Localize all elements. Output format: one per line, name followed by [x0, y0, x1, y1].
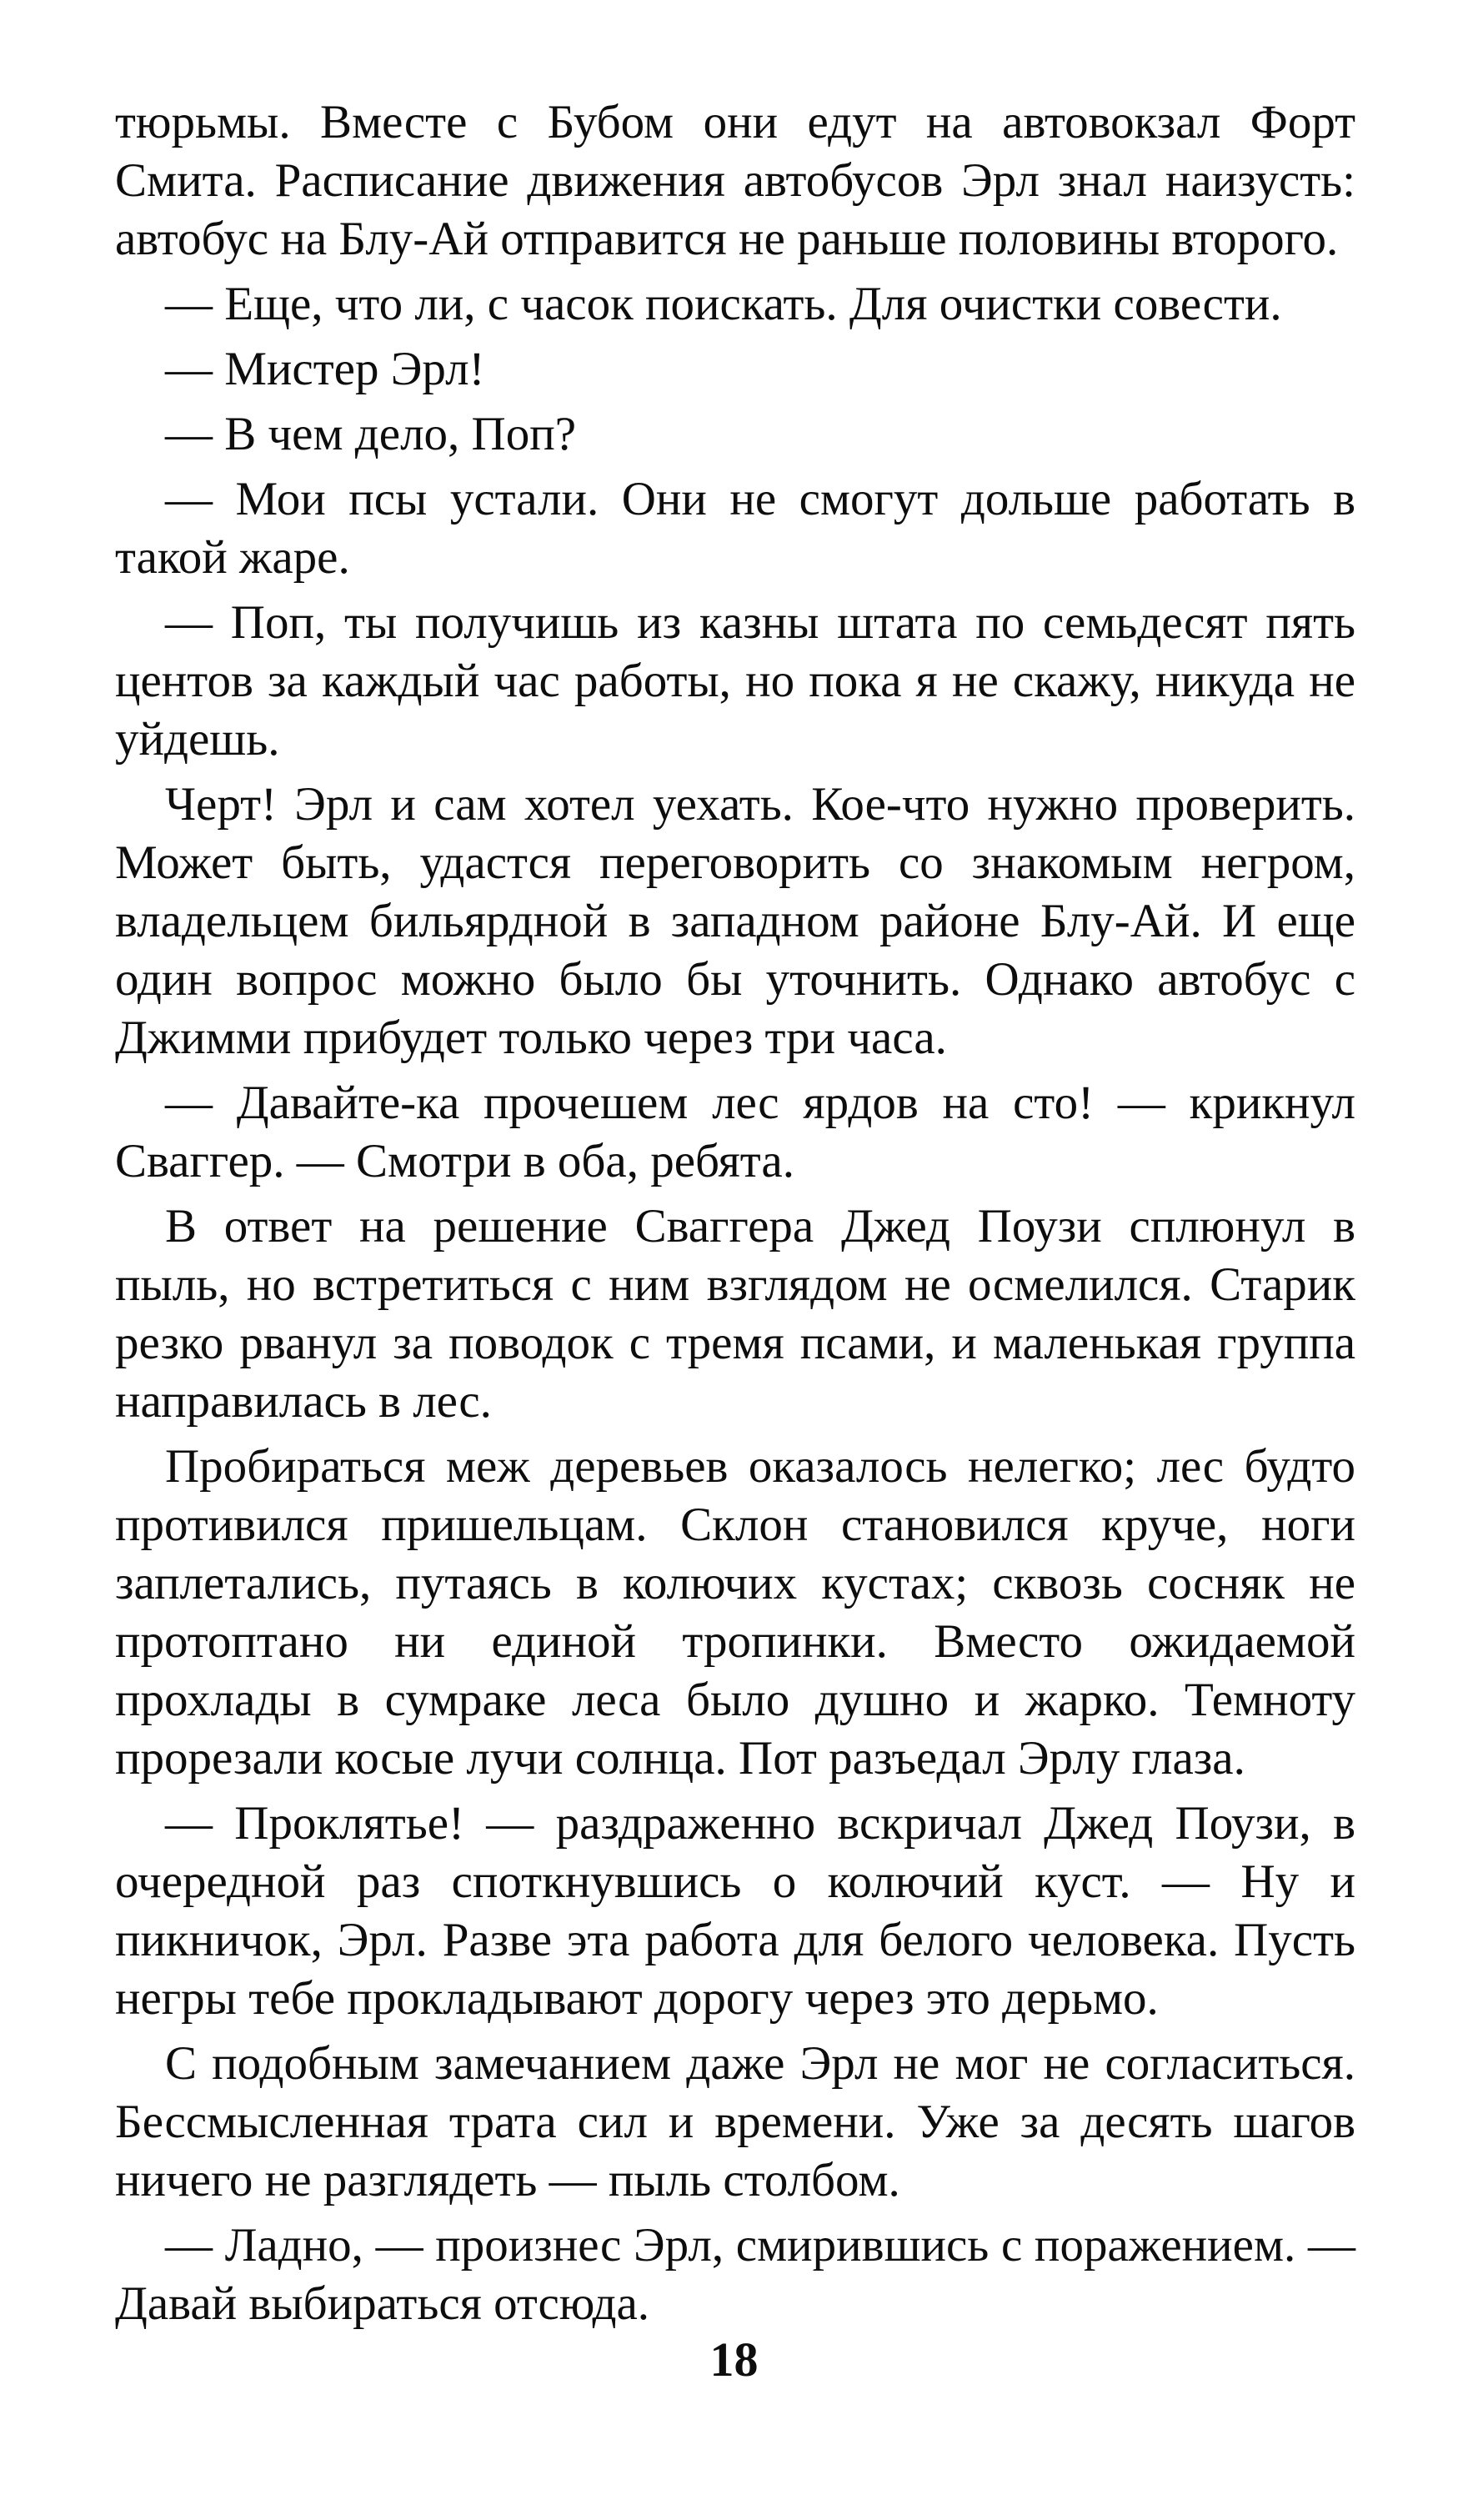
paragraph-13: — Ладно, — произнес Эрл, смирившись с поражением. — Давай выбираться отсюда.: [115, 2219, 1355, 2330]
book-page-text: [115, 93, 1355, 2340]
paragraph-1: тюрьмы. Вместе с Бубом они едут на автовокзал Форт Смита. Расписание движения автобусов Эрл знал наизусть: автобус на Блу-Ай отправится не раньше половины второго.: [115, 96, 1355, 265]
paragraph-9: В ответ на решение Сваггера Джед Поузи сплюнул в пыль, но встретиться с ним взглядом не осмелился. Старик резко рванул за поводок с тремя псами, и маленькая группа направилась в лес.: [115, 1200, 1355, 1428]
paragraph-12: С подобным замечанием даже Эрл не мог не согласиться. Бессмысленная трата сил и времени. Уже за десять шагов ничего не разглядеть — пыль столбом.: [115, 2037, 1355, 2206]
page-number: 18: [709, 2332, 759, 2387]
paragraph-6: — Поп, ты получишь из казны штата по семьдесят пять центов за каждый час работы, но пока я не скажу, никуда не уйдешь.: [115, 596, 1355, 766]
paragraph-2: — Еще, что ли, с часок поискать. Для очистки совести.: [165, 278, 1282, 330]
paragraph-4: — В чем дело, Поп?: [165, 408, 577, 460]
paragraph-8: — Давайте-ка прочешем лес ярдов на сто! — крикнул Сваггер. — Смотри в оба, ребята.: [115, 1077, 1355, 1187]
paragraph-7: Черт! Эрл и сам хотел уехать. Кое-что нужно проверить. Может быть, удастся переговорить со знакомым негром, владельцем бильярдной в западном районе Блу-Ай. И еще один вопрос можно было бы уточнить. Однако автобус с Джимми прибудет только через три часа.: [115, 778, 1355, 1064]
paragraph-11: — Проклятье! — раздраженно вскричал Джед Поузи, в очередной раз споткнувшись о колючий куст. — Ну и пикничок, Эрл. Разве эта работа для белого человека. Пусть негры тебе прокладывают дорогу через это дерьмо.: [115, 1797, 1355, 2025]
paragraph-10: Пробираться меж деревьев оказалось нелегко; лес будто противился пришельцам. Склон становился круче, ноги заплетались, путаясь в колючих кустах; сквозь сосняк не протоптано ни единой тропинки. Вместо ожидаемой прохлады в сумраке леса было душно и жарко. Темноту прорезали косые лучи солнца. Пот разъедал Эрлу глаза.: [115, 1440, 1355, 1785]
paragraph-3: — Мистер Эрл!: [165, 343, 485, 395]
paragraph-5: — Мои псы устали. Они не смогут дольше работать в такой жаре.: [115, 473, 1355, 584]
